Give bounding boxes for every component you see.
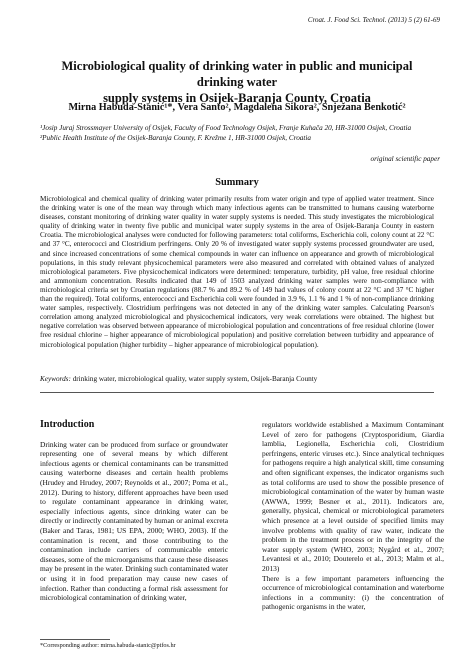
body-paragraph: There is a few important parameters influencing the occurrence of microbiological contamination and waterborne infections in a community: (i) the concentration of pathogenic organisms in the water, xyxy=(262,573,444,612)
affiliation-2: ²Public Health Institute of the Osijek-Baranja County, F. Krežme 1, HR-31000 Osijek, Croatia xyxy=(40,133,311,142)
right-column xyxy=(262,420,444,612)
journal-citation: Croat. J. Food Sci. Technol. (2013) 5 (2) 61-69 xyxy=(307,16,440,24)
affiliations xyxy=(40,124,434,143)
body-paragraph: regulators worldwide established a Maximum Contaminant Level of zero for pathogens (Cryptosporidium, Giardia lamblia, Legionella, Escherichia coli, Clostridium perfringens, enteric viruses etc.). Since analytical techniques for pathogens require a high analytical skill, time consuming and often significant expenses, the indicator organisms such as total coliforms are used to show the possible presence of microbiological contamination of the water by human waste (AWWA, 1999; Besner et al., 2011). Indicators are, generally, physical, chemical or microbiological parameters which presence at a level outside of specified limits may involve problems with quality of raw water, indicate the problem in the treatment process or in the integrity of the water supply system (WHO, 2003; Nygård et al., 2007; Levantesi et al., 2010; Douterelo et al., 2013; Malm et al., 2013) xyxy=(262,420,444,573)
affiliation-1: ¹Josip Juraj Strossmayer University of Osijek, Faculty of Food Technology Osijek, Franje Kuhača 20, HR-31000 Osijek, Croatia xyxy=(40,124,412,132)
left-column xyxy=(40,420,228,603)
title-line: supply systems in Osijek-Baranja County, Croatia xyxy=(103,91,371,105)
summary-heading: Summary xyxy=(215,177,259,188)
summary-text: Microbiological and chemical quality of drinking water primarily results from water origin and type of applied water treatment. Since the drinking water is one of the mean way through which many infectious agents can be transmitted to humans causing waterborne diseases, constant monitoring of drinking water quality in water supply systems is needed. This study investigates the microbiological quality of drinking water in twenty five public and municipal water supply systems in the area of Osijek-Baranja County in eastern Croatia. The microbiological analyses were conducted for following parameters: total coliforms, Escherichia coli, colony count at 22 °C and 37 °C, enterococci and Clostridium perfringens. Only 20 % of investigated water supply systems processed groundwater are used, and since increased concentrations of some chemical compounds in water can influence on appearance and growth of microbiological populations, in this study relevant physicochemical parameters were also measured and correlated with obtained values of analyzed microbiological parameters. Five physicochemical indicators were determined: temperature, turbidity, pH value, free residual chlorine and ammonium concentration. Results indicated that 149 of 1503 analyzed drinking water samples were non-compliance with microbiological criteria set by Croatian regulations (88.7 % and 89.2 % of 149 had values of colony count at 22 °C and 37 °C higher than the required). Total coliforms, enterococci and Escherichia coli were founded in 3.9 %, 1.1 % and 1 % of non-compliance drinking water samples, respectively. Clostridium perfringens was not detected in any of the drinking water samples. Calculating Pearson's correlation among analyzed microbiological and physicochemical indicators, very weak correlations were obtained. The highest but negative correlation was observed between appearance of microbiological population and concentrations of free residual chlorine (lower free residual chlorine – higher appearance of microbiological population) and positive correlation between turbidity and appearance of microbiological population (higher turbidity – higher appearance of microbiological population). xyxy=(40,195,434,349)
author-list: Mirna Habuda-Stanić¹*, Vera Santo², Magdalena Sikora², Snježana Benkotić² xyxy=(68,102,406,113)
introduction-heading: Introduction xyxy=(40,419,95,430)
paper-title xyxy=(40,58,434,106)
body-paragraph: Drinking water can be produced from surface or groundwater representing one of several means by which different infectious agents or chemical contaminants can be transmitted causing waterborne diseases and certain health problems (Hrudey and Hrudey, 2007; Reynolds et al., 2007; Poma et al., 2012). During to history, different approaches have been used to regulate contaminant appearance in drinking water, especially infectious agents, since drinking water can be directly or indirectly contaminated by human or animal excreta (Baker and Taras, 1981; US EPA, 2000; WHO, 2003). If the contamination is recent, and those contributing to the contamination include carriers of communicable enteric diseases, some of the microorganisms that cause these diseases may be present in the water. Drinking such contaminated water or using it in food preparation may cause new cases of infection. Rather than conducting a formal risk assessment for microbiological contamination of drinking water, xyxy=(40,439,228,603)
corresponding-author-footnote: *Corresponding author: mirna.habuda-stanic@ptfos.hr xyxy=(40,642,176,649)
section-divider xyxy=(40,392,434,393)
keywords-text: drinking water, microbiological quality, water supply system, Osijek-Baranja County xyxy=(72,375,318,383)
keywords xyxy=(40,375,434,384)
paper-type: original scientific paper xyxy=(370,155,440,163)
footnote-divider xyxy=(40,639,110,640)
keywords-label: Keywords: xyxy=(40,375,71,383)
title-line: Microbiological quality of drinking water in public and municipal drinking water xyxy=(61,59,413,89)
